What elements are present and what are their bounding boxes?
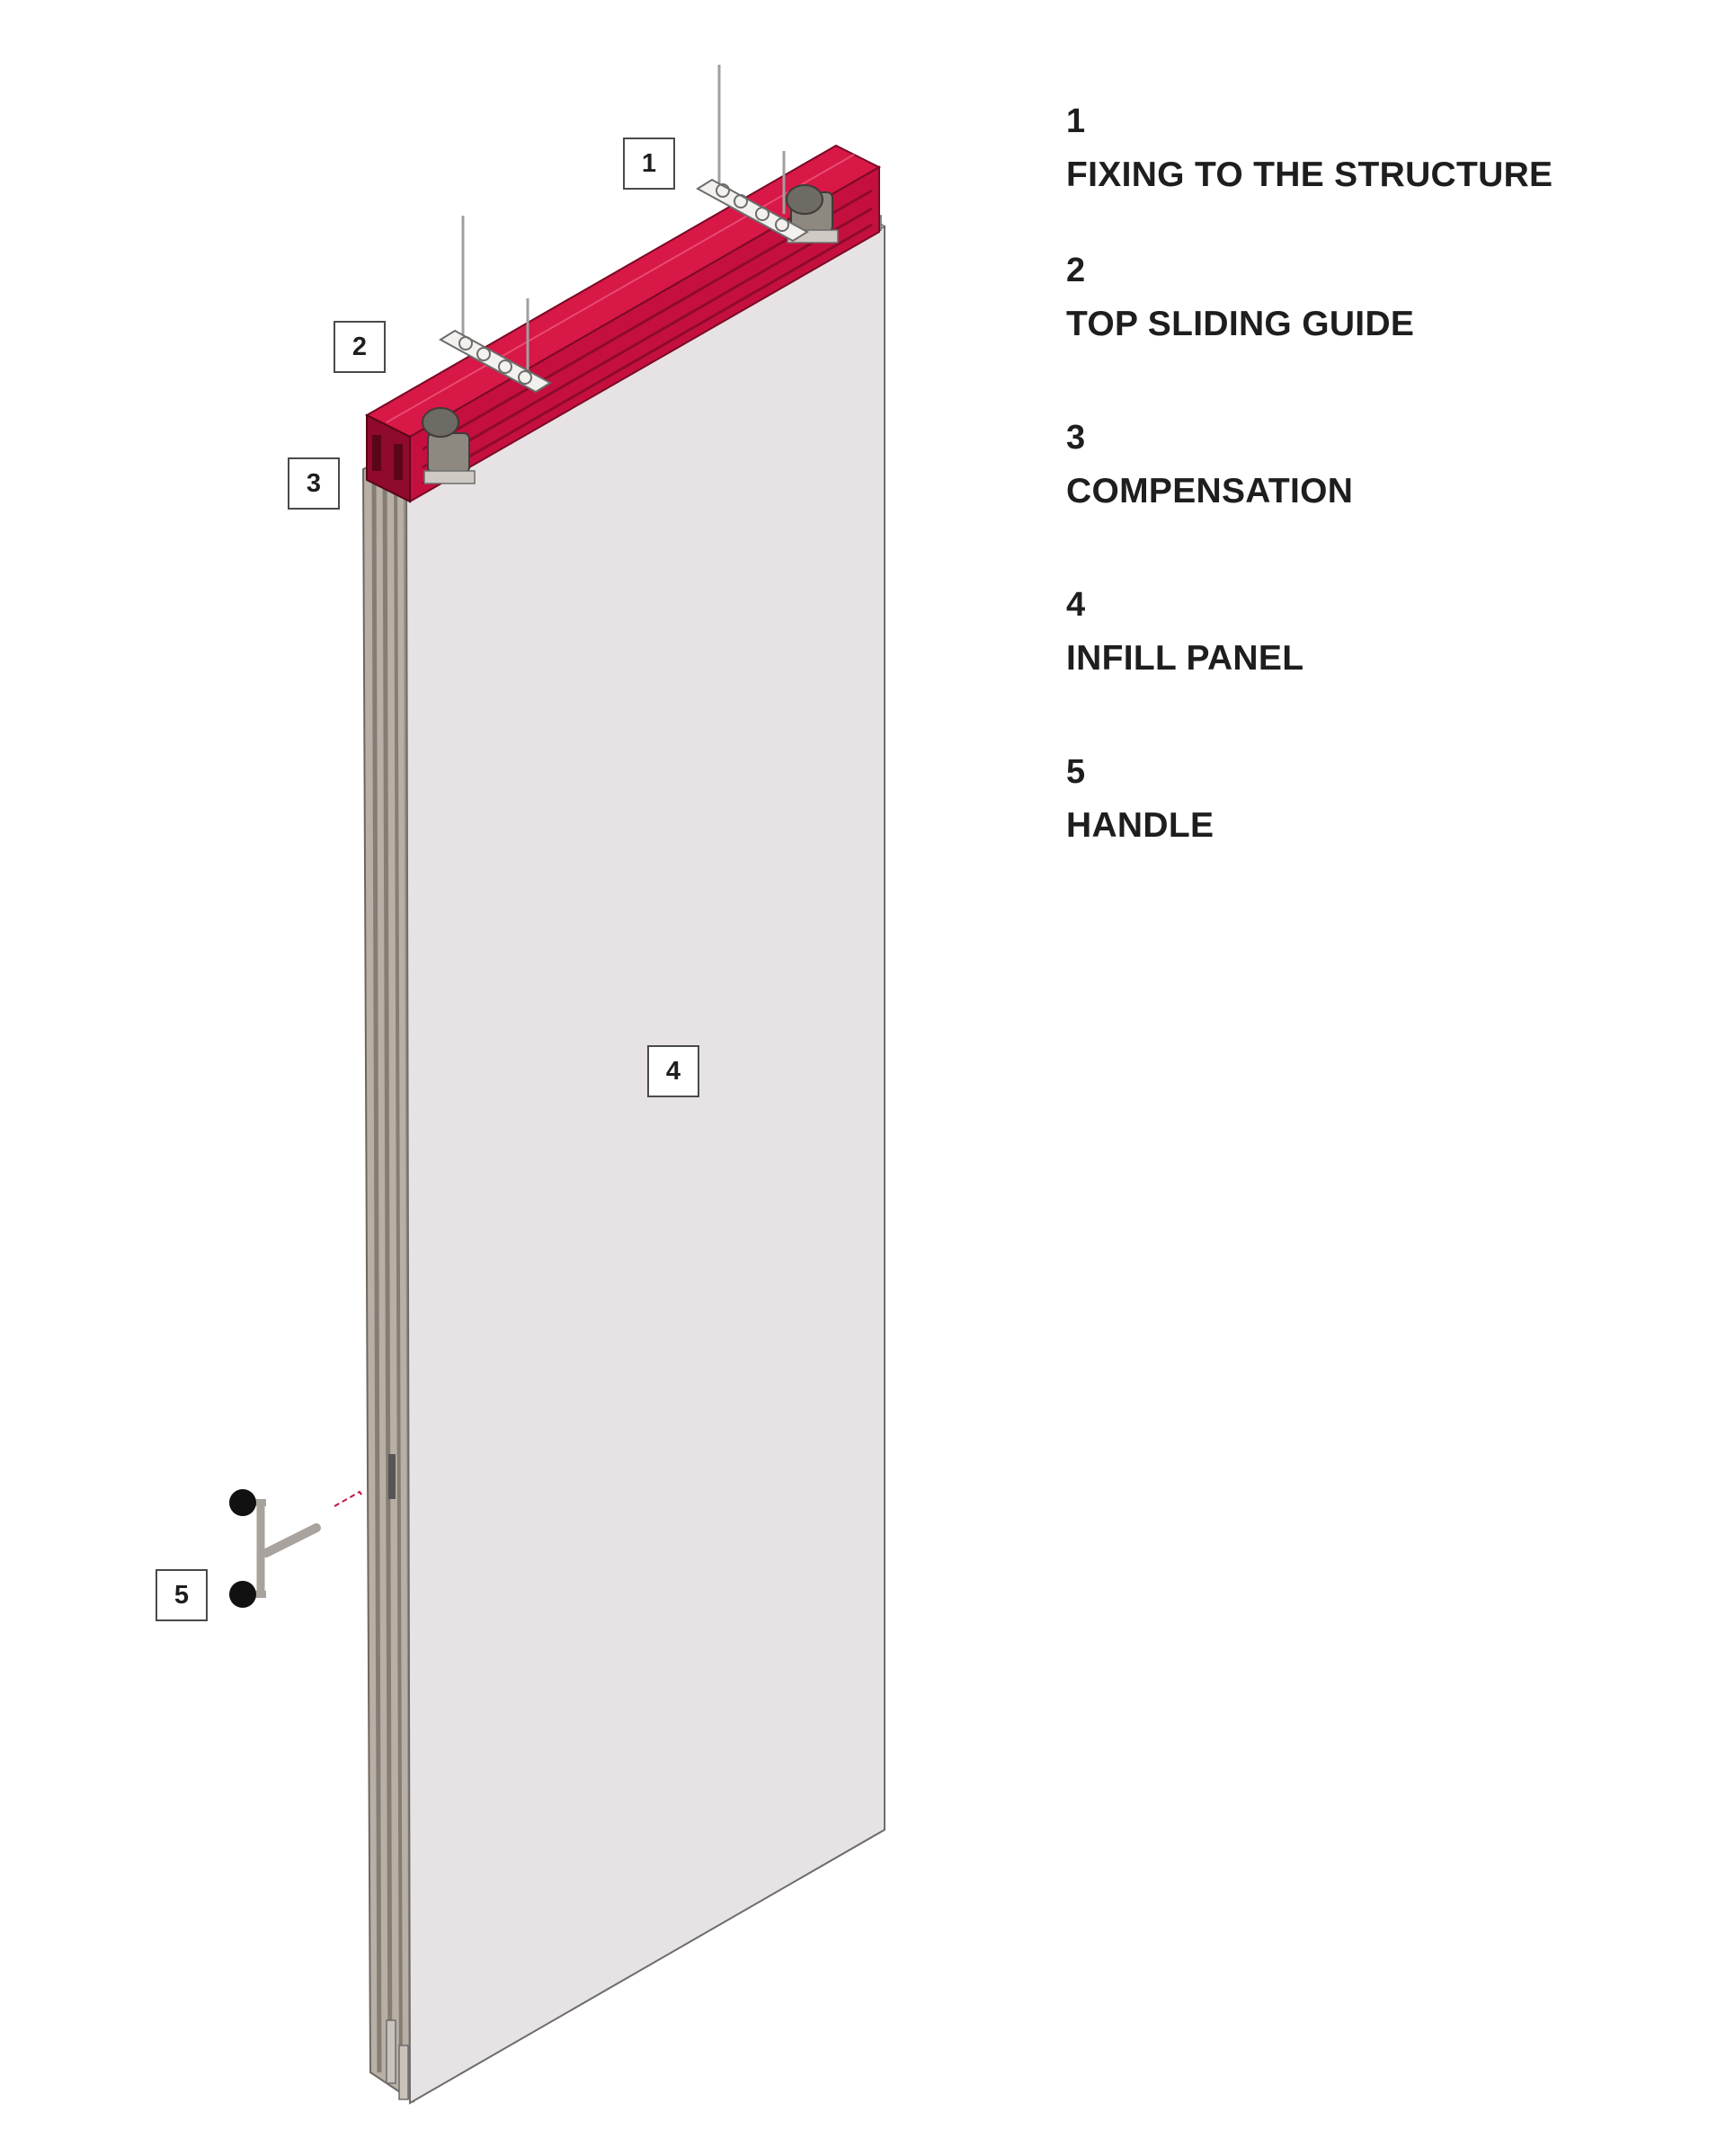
callout-marker-1: 1 [623, 138, 675, 190]
legend-number: 1 [1066, 102, 1086, 140]
legend-item-top-guide [1066, 250, 1695, 345]
legend-number: 3 [1066, 419, 1086, 457]
panel-bottom-foot [387, 2020, 396, 2083]
callout-marker-2: 2 [334, 321, 386, 373]
panel-bottom-foot [399, 2045, 408, 2099]
handle-knob-top [229, 1489, 256, 1516]
legend-number: 5 [1066, 753, 1086, 791]
legend-number: 4 [1066, 586, 1086, 624]
legend-label: INFILL PANEL [1066, 639, 1304, 678]
legend-item-infill-panel [1066, 584, 1695, 679]
handle [229, 1489, 363, 1608]
lock-plate [388, 1454, 396, 1499]
legend-item-fixing [1066, 101, 1695, 196]
legend-item-compensation [1066, 417, 1695, 512]
legend-item-handle [1066, 751, 1695, 847]
callout-marker-5: 5 [156, 1569, 208, 1621]
legend-number: 2 [1066, 252, 1086, 289]
callout-marker-3: 3 [288, 457, 340, 510]
panel-front-face [406, 226, 885, 2103]
callout-marker-4: 4 [647, 1045, 699, 1097]
legend-label: FIXING TO THE STRUCTURE [1066, 155, 1553, 194]
handle-knob-bottom [229, 1581, 256, 1608]
infill-panel [363, 219, 885, 2103]
legend-label: HANDLE [1066, 806, 1214, 845]
legend-label: TOP SLIDING GUIDE [1066, 305, 1415, 343]
legend-label: COMPENSATION [1066, 472, 1354, 510]
